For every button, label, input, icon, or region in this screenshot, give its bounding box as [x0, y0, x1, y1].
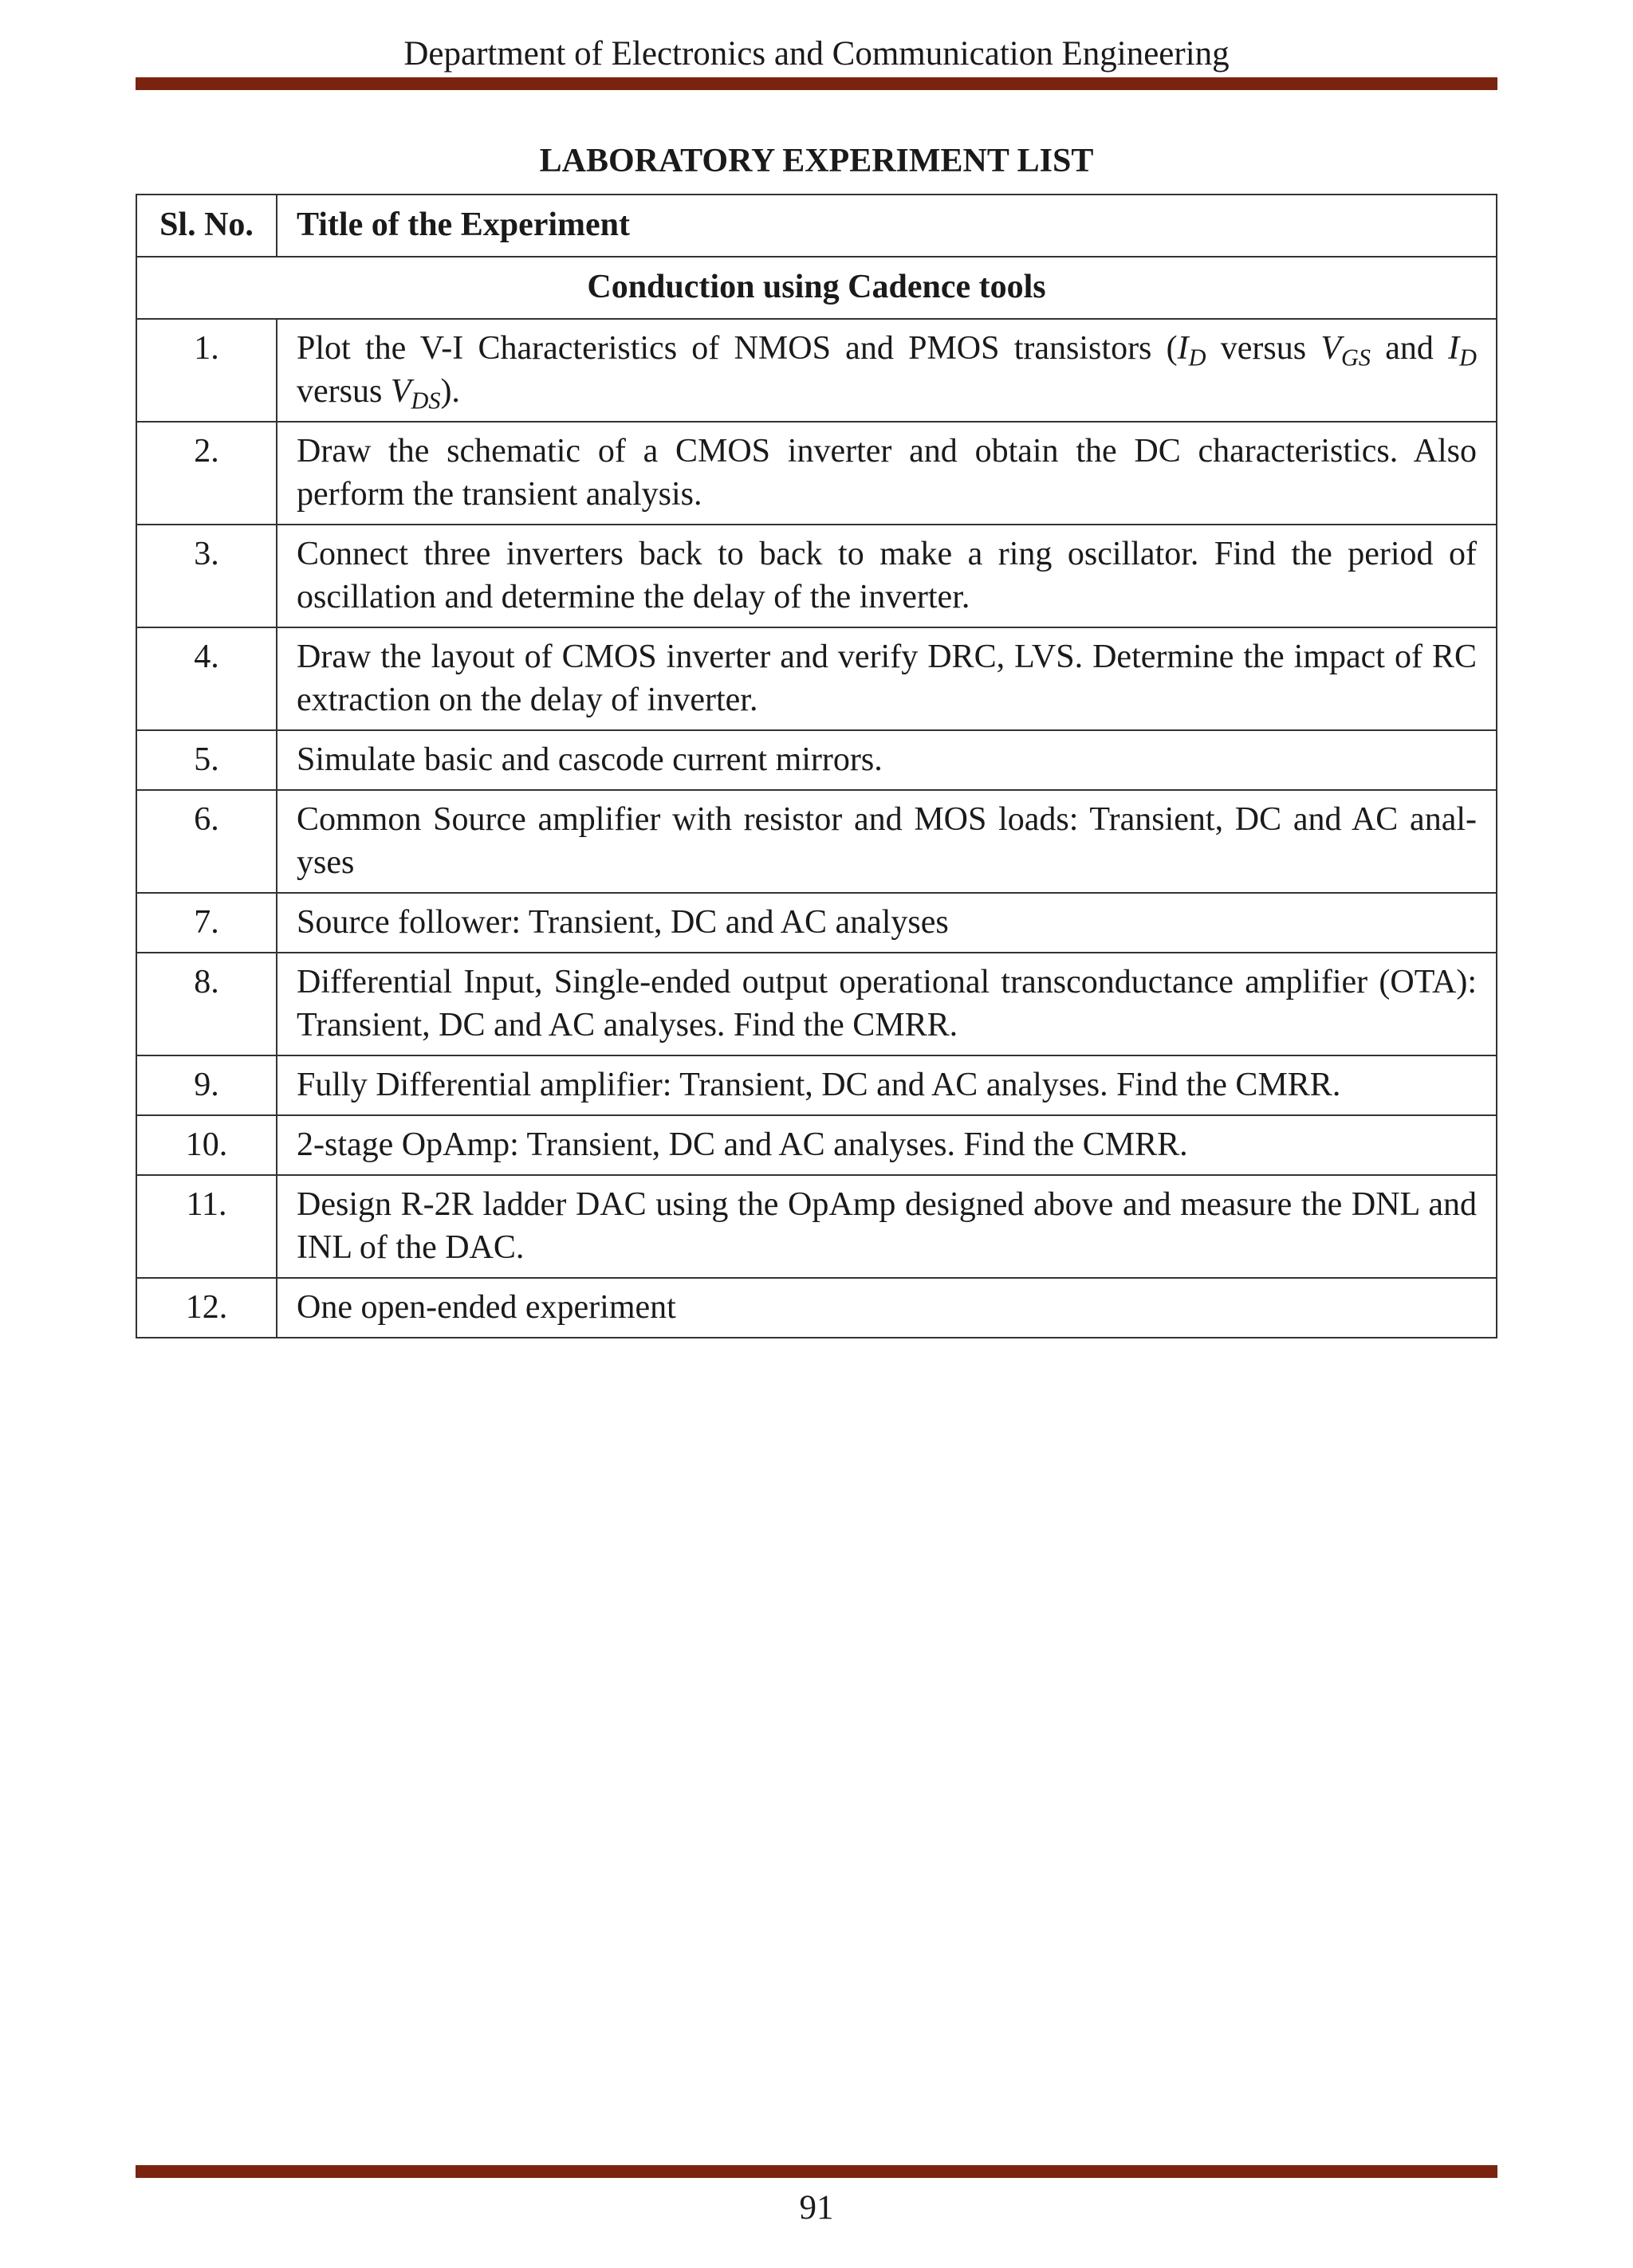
column-header-sl-no: Sl. No.: [136, 195, 277, 257]
row-number: 12.: [136, 1278, 277, 1338]
section-row: [136, 257, 1497, 319]
table-row: [136, 525, 1497, 627]
row-number: 4.: [136, 627, 277, 730]
table-row: [136, 893, 1497, 953]
table-row: [136, 730, 1497, 790]
row-number: 2.: [136, 422, 277, 525]
table-row: [136, 422, 1497, 525]
row-number: 10.: [136, 1115, 277, 1175]
row-number: 8.: [136, 953, 277, 1055]
table-row: [136, 1115, 1497, 1175]
row-number: 3.: [136, 525, 277, 627]
table-row: [136, 953, 1497, 1055]
row-title: Design R-2R ladder DAC using the OpAmp designed above and measure the DNL and INL of the DAC.: [277, 1175, 1497, 1278]
row-title: 2-stage OpAmp: Transient, DC and AC analyses. Find the CMRR.: [277, 1115, 1497, 1175]
row-title: Draw the layout of CMOS inverter and verify DRC, LVS. Determine the impact of RC extraction on the delay of inverter.: [277, 627, 1497, 730]
table-row: [136, 627, 1497, 730]
row-title: Draw the schematic of a CMOS inverter and obtain the DC characteristics. Also perform the transient analysis.: [277, 422, 1497, 525]
row-number: 7.: [136, 893, 277, 953]
section-title: Conduction using Cadence tools: [136, 257, 1497, 319]
row-number: 1.: [136, 319, 277, 422]
row-number: 5.: [136, 730, 277, 790]
table-row: [136, 1175, 1497, 1278]
math-symbol: $V_{GS}$: [1320, 330, 1371, 371]
row-title: Differential Input, Single-ended output operational transconductance amplifier (OTA): Transient, DC and AC analyses. Find the CMRR.: [277, 953, 1497, 1055]
row-title: Simulate basic and cascode current mirrors.: [277, 730, 1497, 790]
title-text: Plot the V-I Characteristics of NMOS and PMOS transistors (: [297, 330, 1178, 367]
row-number: 6.: [136, 790, 277, 893]
page-number: 91: [799, 2189, 834, 2227]
row-number: 9.: [136, 1055, 277, 1115]
row-title: Fully Differential amplifier: Transient, DC and AC analyses. Find the CMRR.: [277, 1055, 1497, 1115]
math-symbol: $I_D$: [1448, 330, 1477, 371]
row-title: Source follower: Transient, DC and AC analyses: [277, 893, 1497, 953]
table-row: [136, 1278, 1497, 1338]
experiment-table: [136, 194, 1497, 1338]
footer-rule: [136, 2165, 1497, 2178]
list-title: LABORATORY EXPERIMENT LIST: [539, 143, 1094, 179]
row-title: Plot the V-I Characteristics of NMOS and PMOS transistors ($I_D$ versus $V_{GS}$ and $I_D$ versus $V_{DS}$).: [277, 319, 1497, 422]
header-rule: [136, 77, 1497, 90]
table-row: [136, 319, 1497, 422]
row-title: Common Source amplifier with resistor and MOS loads: Transient, DC and AC anal-yses: [277, 790, 1497, 893]
math-symbol: $I_D$: [1177, 330, 1206, 371]
row-title: One open-ended experiment: [277, 1278, 1497, 1338]
table-row: [136, 790, 1497, 893]
page-header: Department of Electronics and Communication Engineering: [403, 35, 1230, 73]
math-symbol: $V_{DS}$: [390, 373, 441, 415]
table-row: [136, 1055, 1497, 1115]
row-title: Connect three inverters back to back to make a ring oscillator. Find the period of oscillation and determine the delay of the inverter.: [277, 525, 1497, 627]
column-header-title: Title of the Experiment: [277, 195, 1497, 257]
table-header-row: [136, 195, 1497, 257]
row-number: 11.: [136, 1175, 277, 1278]
